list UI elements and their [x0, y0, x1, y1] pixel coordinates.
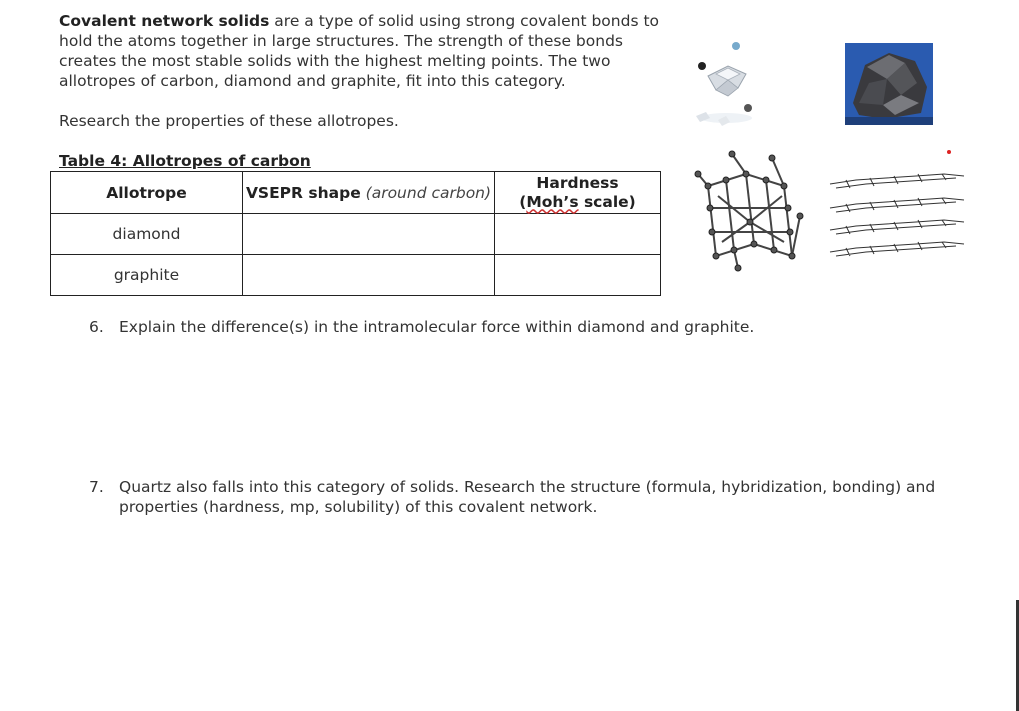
question-7-text: Quartz also falls into this category of solids. Research the structure (formula, hybridization, bonding) and properties (hardness, mp, solubility) of this covalent network. — [119, 478, 936, 516]
header-hardness-line1: Hardness — [536, 173, 619, 192]
header-vsepr — [243, 172, 495, 214]
header-vsepr-bold: VSEPR shape — [245, 183, 361, 202]
table-row — [51, 255, 661, 296]
table-row — [51, 214, 661, 255]
header-allotrope: Allotrope — [51, 172, 243, 214]
header-hardness-pre: ( — [519, 192, 527, 211]
table-caption: Table 4: Allotropes of carbon — [59, 152, 311, 170]
table-header-row — [51, 172, 661, 214]
diamond-lattice-diagram — [688, 146, 816, 274]
cell-vsepr-diamond[interactable] — [243, 214, 495, 255]
question-7-number: 7. — [89, 478, 104, 496]
allotropes-table — [50, 171, 661, 296]
intro-paragraph — [59, 11, 659, 91]
intro-bold-term: Covalent network solids — [59, 12, 270, 30]
graphite-layers-diagram — [826, 170, 968, 260]
cell-vsepr-graphite[interactable] — [243, 255, 495, 296]
question-7 — [89, 477, 989, 521]
question-6-text: Explain the difference(s) in the intramolecular force within diamond and graphite. — [119, 318, 755, 336]
research-instruction: Research the properties of these allotropes. — [59, 112, 399, 130]
graphite-photo — [845, 43, 933, 125]
header-vsepr-italic: (around carbon) — [365, 183, 492, 202]
cell-allotrope-graphite: graphite — [51, 255, 243, 296]
cell-hardness-diamond[interactable] — [495, 214, 661, 255]
cell-allotrope-diamond: diamond — [51, 214, 243, 255]
cell-hardness-graphite[interactable] — [495, 255, 661, 296]
question-6-number: 6. — [89, 318, 104, 336]
red-dot-marker — [947, 150, 951, 154]
question-6 — [89, 317, 989, 339]
intro-text: are a type of solid using strong covalent bonds to hold the atoms together in large structures. The strength of these bonds creates the most stable solids with the highest melting points. The two allotropes of carbon, diamond and graphite, fit into this category. — [59, 12, 660, 90]
header-hardness — [495, 172, 661, 214]
header-hardness-post: scale) — [578, 192, 636, 211]
header-hardness-moh: Moh’s — [526, 192, 579, 211]
diamond-photo — [688, 36, 768, 128]
